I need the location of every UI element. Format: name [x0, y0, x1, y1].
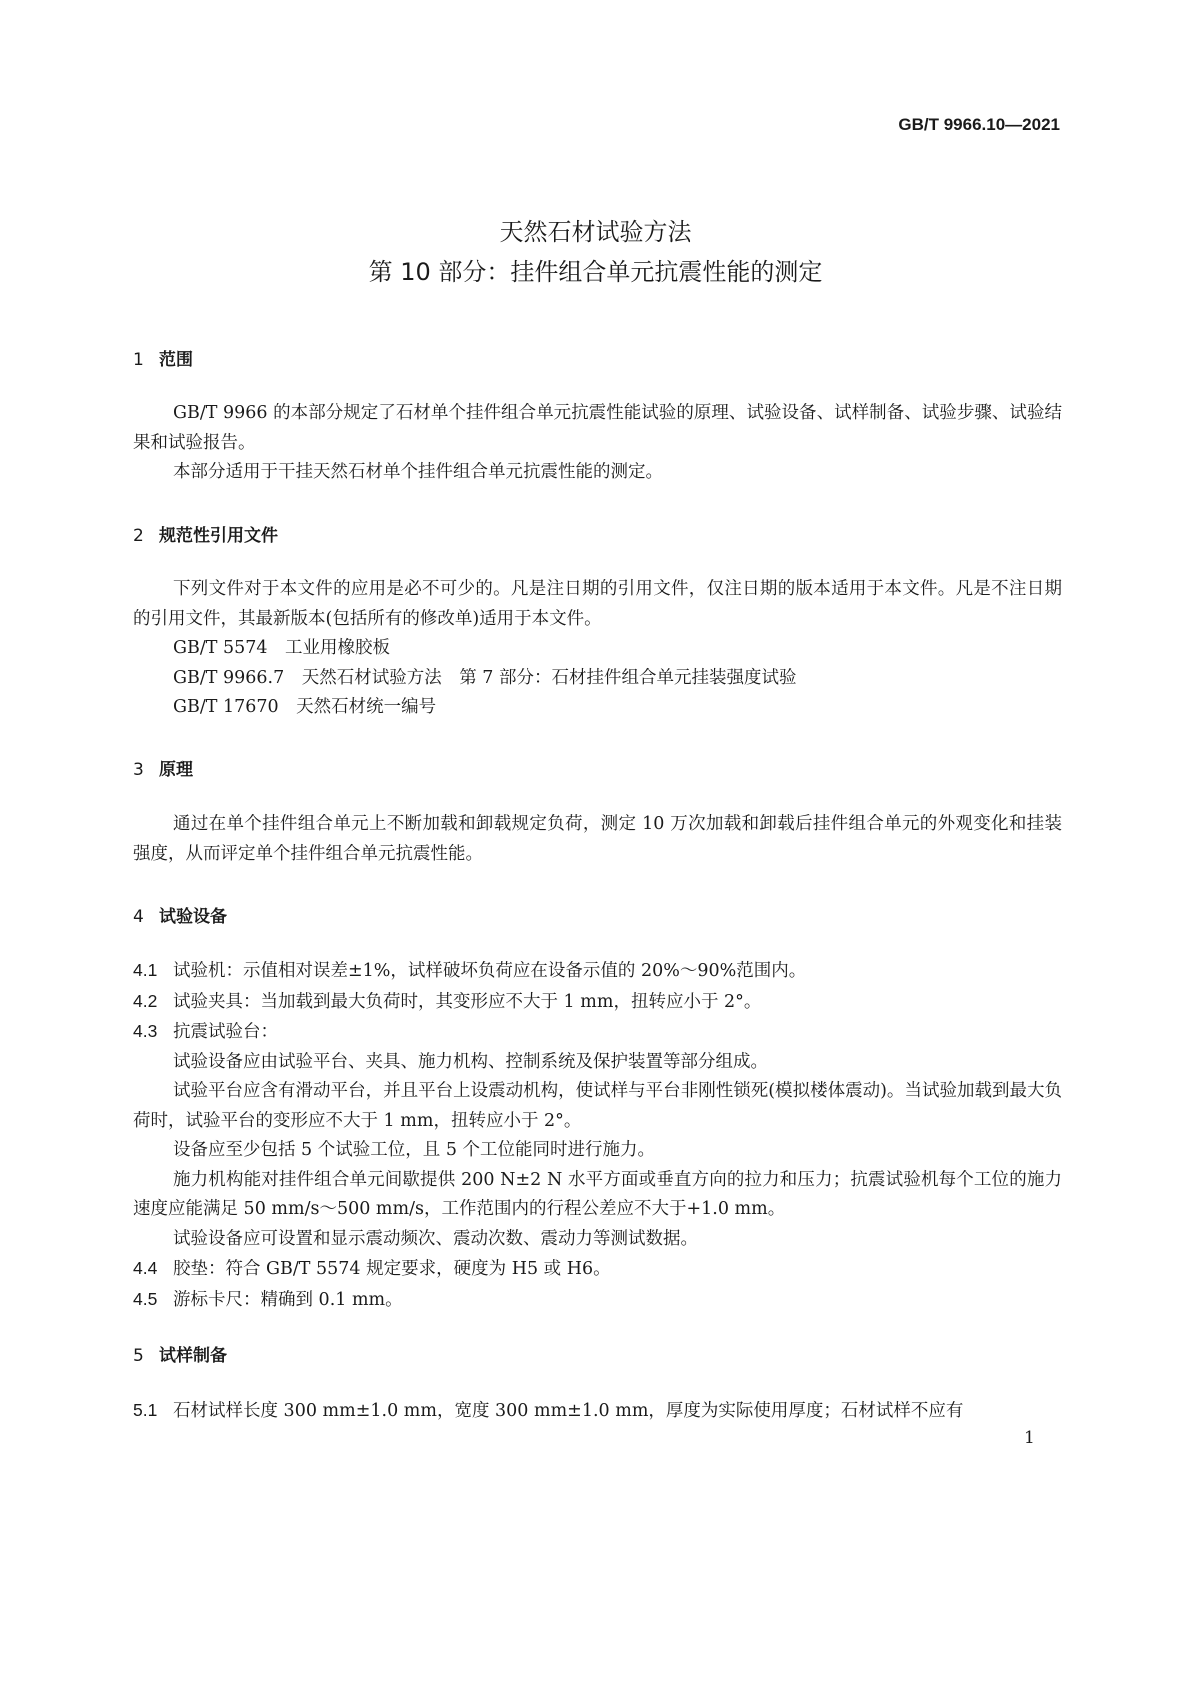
section-body-specimen-preparation	[133, 1396, 1062, 1427]
section-title: 试样制备	[159, 1346, 227, 1366]
section-heading-scope	[133, 345, 193, 370]
section-title: 规范性引用文件	[159, 526, 278, 546]
clause-text: 石材试样长度 300 mm±1.0 mm，宽度 300 mm±1.0 mm，厚度为实际使用厚度；石材试样不应有	[173, 1401, 964, 1421]
clause-4-1	[133, 956, 1062, 987]
clause-number: 4.3	[133, 1021, 158, 1041]
paragraph: 试验平台应含有滑动平台，并且平台上设震动机构，使试样与平台非刚性锁死(模拟楼体震动)。当试验加载到最大负荷时，试验平台的变形应不大于 1 mm，扭转应小于 2°。	[133, 1081, 1062, 1131]
clause-number: 5.1	[133, 1400, 158, 1420]
clause-text: 试验机：示值相对误差±1%，试样破坏负荷应在设备示值的 20%～90%范围内。	[173, 961, 807, 981]
section-number: 2	[133, 526, 144, 546]
paragraph: 本部分适用于干挂天然石材单个挂件组合单元抗震性能的测定。	[173, 462, 663, 482]
clause-5-1	[133, 1396, 1062, 1427]
reference-title: 天然石材试验方法 第 7 部分：石材挂件组合单元挂装强度试验	[301, 667, 797, 688]
page-number: 1	[1024, 1428, 1035, 1448]
clause-4-5	[133, 1285, 1062, 1316]
standard-number: GB/T 9966.10—2021	[898, 115, 1060, 134]
section-number: 5	[133, 1346, 144, 1366]
section-body-references	[133, 575, 1062, 723]
paragraph: GB/T 9966 的本部分规定了石材单个挂件组合单元抗震性能试验的原理、试验设备、试样制备、试验步骤、试验结果和试验报告。	[133, 403, 1062, 453]
clause-4-3	[133, 1017, 1062, 1048]
section-title: 原理	[159, 760, 193, 780]
reference-item	[133, 693, 1062, 723]
paragraph: 试验设备应可设置和显示震动频次、震动次数、震动力等测试数据。	[173, 1228, 698, 1249]
reference-item	[133, 664, 1062, 694]
clause-text: 游标卡尺：精确到 0.1 mm。	[173, 1289, 403, 1310]
section-heading-specimen-preparation	[133, 1341, 227, 1366]
clause-number: 4.1	[133, 960, 158, 980]
document-title-line1: 天然石材试验方法	[499, 218, 692, 246]
paragraph: 施力机构能对挂件组合单元间歇提供 200 N±2 N 水平方面或垂直方向的拉力和压力；抗震试验机每个工位的施力速度应能满足 50 mm/s～500 mm/s，工作范围内的行程公差应不大于+1.0 mm。	[133, 1169, 1062, 1219]
clause-number: 4.5	[133, 1288, 158, 1309]
section-heading-normative-references	[133, 521, 278, 546]
reference-code: GB/T 9966.7	[173, 667, 285, 688]
reference-title: 工业用橡胶板	[285, 638, 391, 658]
section-title: 范围	[159, 350, 193, 370]
paragraph: 下列文件对于本文件的应用是必不可少的。凡是注日期的引用文件，仅注日期的版本适用于本文件。凡是不注日期的引用文件，其最新版本(包括所有的修改单)适用于本文件。	[133, 579, 1062, 629]
clause-text: 抗震试验台：	[173, 1022, 278, 1042]
section-heading-principle	[133, 755, 193, 780]
section-body-principle	[133, 810, 1062, 869]
section-title: 试验设备	[159, 907, 227, 927]
reference-code: GB/T 17670	[173, 697, 279, 717]
paragraph: 设备应至少包括 5 个试验工位，且 5 个工位能同时进行施力。	[173, 1140, 656, 1160]
section-number: 4	[133, 907, 144, 927]
clause-number: 4.4	[133, 1258, 158, 1278]
document-title-line2: 第 10 部分：挂件组合单元抗震性能的测定	[368, 258, 823, 286]
paragraph: 试验设备应由试验平台、夹具、施力机构、控制系统及保护装置等部分组成。	[173, 1051, 768, 1072]
clause-text: 试验夹具：当加载到最大负荷时，其变形应不大于 1 mm，扭转应小于 2°。	[173, 991, 762, 1012]
clause-4-2	[133, 987, 1062, 1018]
reference-item	[133, 634, 1062, 664]
paragraph: 通过在单个挂件组合单元上不断加载和卸载规定负荷，测定 10 万次加载和卸载后挂件组合单元的外观变化和挂装强度，从而评定单个挂件组合单元抗震性能。	[133, 814, 1062, 864]
clause-text: 胶垫：符合 GB/T 5574 规定要求，硬度为 H5 或 H6。	[173, 1259, 611, 1279]
section-heading-apparatus	[133, 902, 227, 927]
clause-4-4	[133, 1254, 1062, 1285]
clause-number: 4.2	[133, 990, 158, 1011]
section-body-scope	[133, 399, 1062, 488]
section-number: 1	[133, 350, 144, 370]
reference-title: 天然石材统一编号	[296, 697, 437, 717]
section-number: 3	[133, 760, 144, 780]
section-body-apparatus	[133, 956, 1062, 1315]
reference-code: GB/T 5574	[173, 638, 268, 658]
